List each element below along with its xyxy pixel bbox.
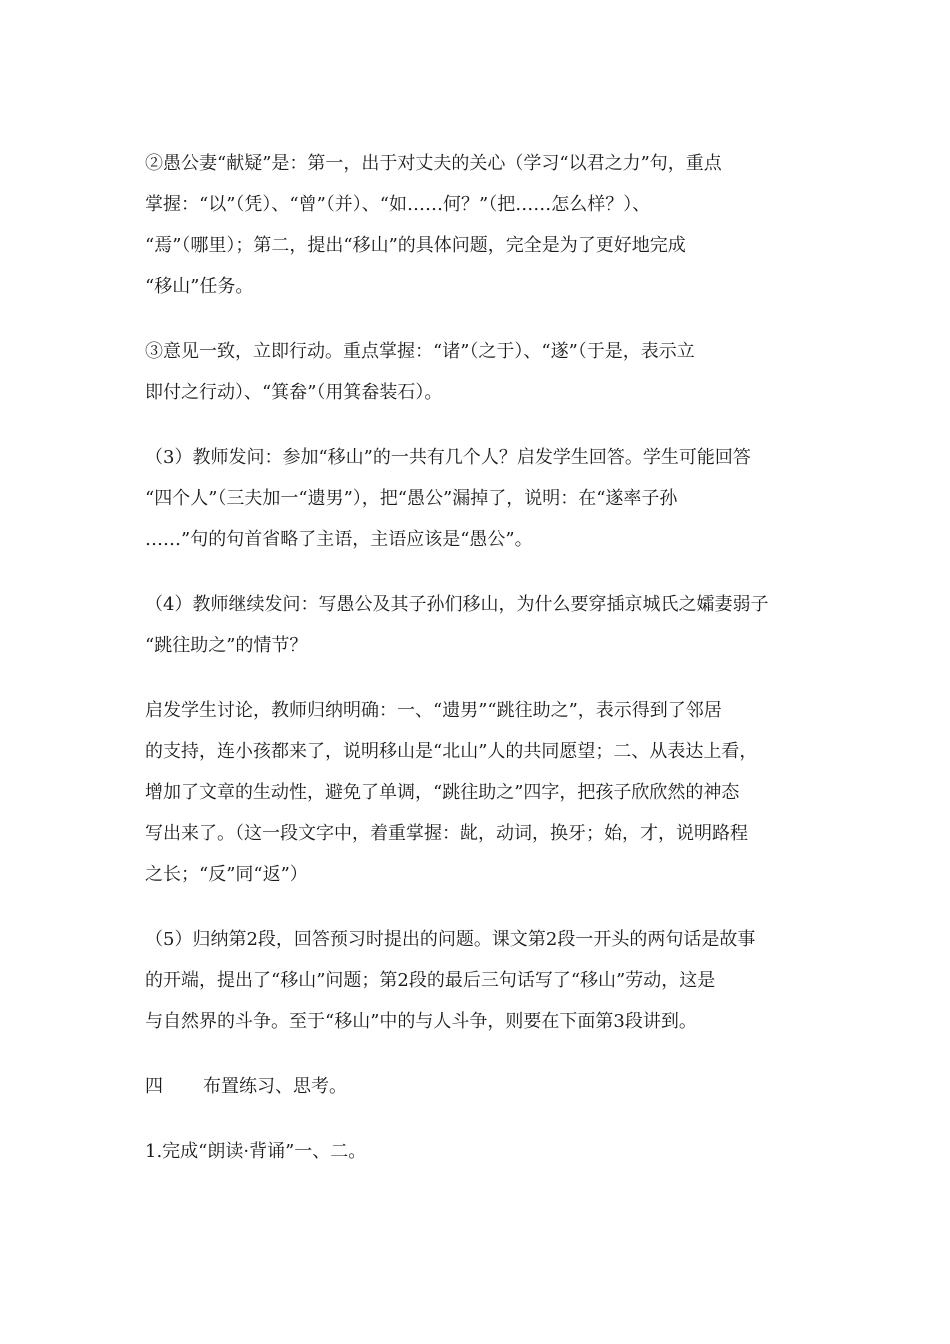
text-line: “四个人”（三夫加一“遗男”），把“愚公”漏掉了，说明：在“遂率子孙 bbox=[145, 488, 678, 509]
text-line: 启发学生讨论，教师归纳明确：一、“遗男”“跳往助之”，表示得到了邻居 bbox=[145, 700, 722, 721]
text-line: ②愚公妻“献疑”是：第一，出于对丈夫的关心（学习“以君之力”句，重点 bbox=[145, 153, 722, 174]
text-line: 增加了文章的生动性，避免了单调，“跳往助之”四字，把孩子欣欣然的神态 bbox=[145, 782, 740, 803]
text-line: ……”句的句首省略了主语，主语应该是“愚公”。 bbox=[145, 529, 533, 550]
text-line: 掌握：“以”（凭）、“曾”（并）、“如……何？”（把……怎么样？）、 bbox=[145, 194, 651, 215]
exercise-item-1 bbox=[145, 1131, 810, 1172]
section-title: 布置练习、思考。 bbox=[203, 1076, 347, 1097]
text-line: 之长；“反”同“返”） bbox=[145, 864, 308, 885]
paragraph-agreement bbox=[145, 331, 810, 413]
text-line: “移山”任务。 bbox=[145, 276, 254, 297]
text-line: 写出来了。（这一段文字中，着重掌握：龀，动词，换牙；始，才，说明路程 bbox=[145, 823, 748, 844]
paragraph-question-4 bbox=[145, 584, 810, 666]
text-line: （5）归纳第2段，回答预习时提出的问题。课文第2段一开头的两句话是故事 bbox=[145, 929, 756, 950]
text-line: “焉”（哪里）；第二，提出“移山”的具体问题，完全是为了更好地完成 bbox=[145, 235, 686, 256]
text-line: （4）教师继续发问：写愚公及其子孙们移山，为什么要穿插京城氏之孀妻弱子 bbox=[145, 594, 769, 615]
text-line: 的支持，连小孩都来了，说明移山是“北山”人的共同愿望；二、从表达上看， bbox=[145, 741, 758, 762]
text-line: （3）教师发问：参加“移山”的一共有几个人？启发学生回答。学生可能回答 bbox=[145, 447, 751, 468]
exercise-text: 1.完成“朗读·背诵”一、二。 bbox=[145, 1141, 367, 1162]
section-number: 四 bbox=[145, 1076, 163, 1097]
document-body bbox=[145, 143, 810, 1196]
text-line: ③意见一致，立即行动。重点掌握：“诸”（之于）、“遂”（于是，表示立 bbox=[145, 341, 695, 362]
paragraph-question-3 bbox=[145, 437, 810, 560]
section-heading bbox=[145, 1066, 810, 1107]
text-line: 的开端，提出了“移山”问题；第2段的最后三句话写了“移山”劳动，这是 bbox=[145, 970, 716, 991]
paragraph-wife-question bbox=[145, 143, 810, 307]
paragraph-summary-5 bbox=[145, 919, 810, 1042]
text-line: 与自然界的斗争。至于“移山”中的与人斗争，则要在下面第3段讲到。 bbox=[145, 1011, 697, 1032]
paragraph-discussion bbox=[145, 690, 810, 895]
text-line: “跳往助之”的情节？ bbox=[145, 635, 308, 656]
text-line: 即付之行动）、“箕畚”（用箕畚装石）。 bbox=[145, 382, 443, 403]
